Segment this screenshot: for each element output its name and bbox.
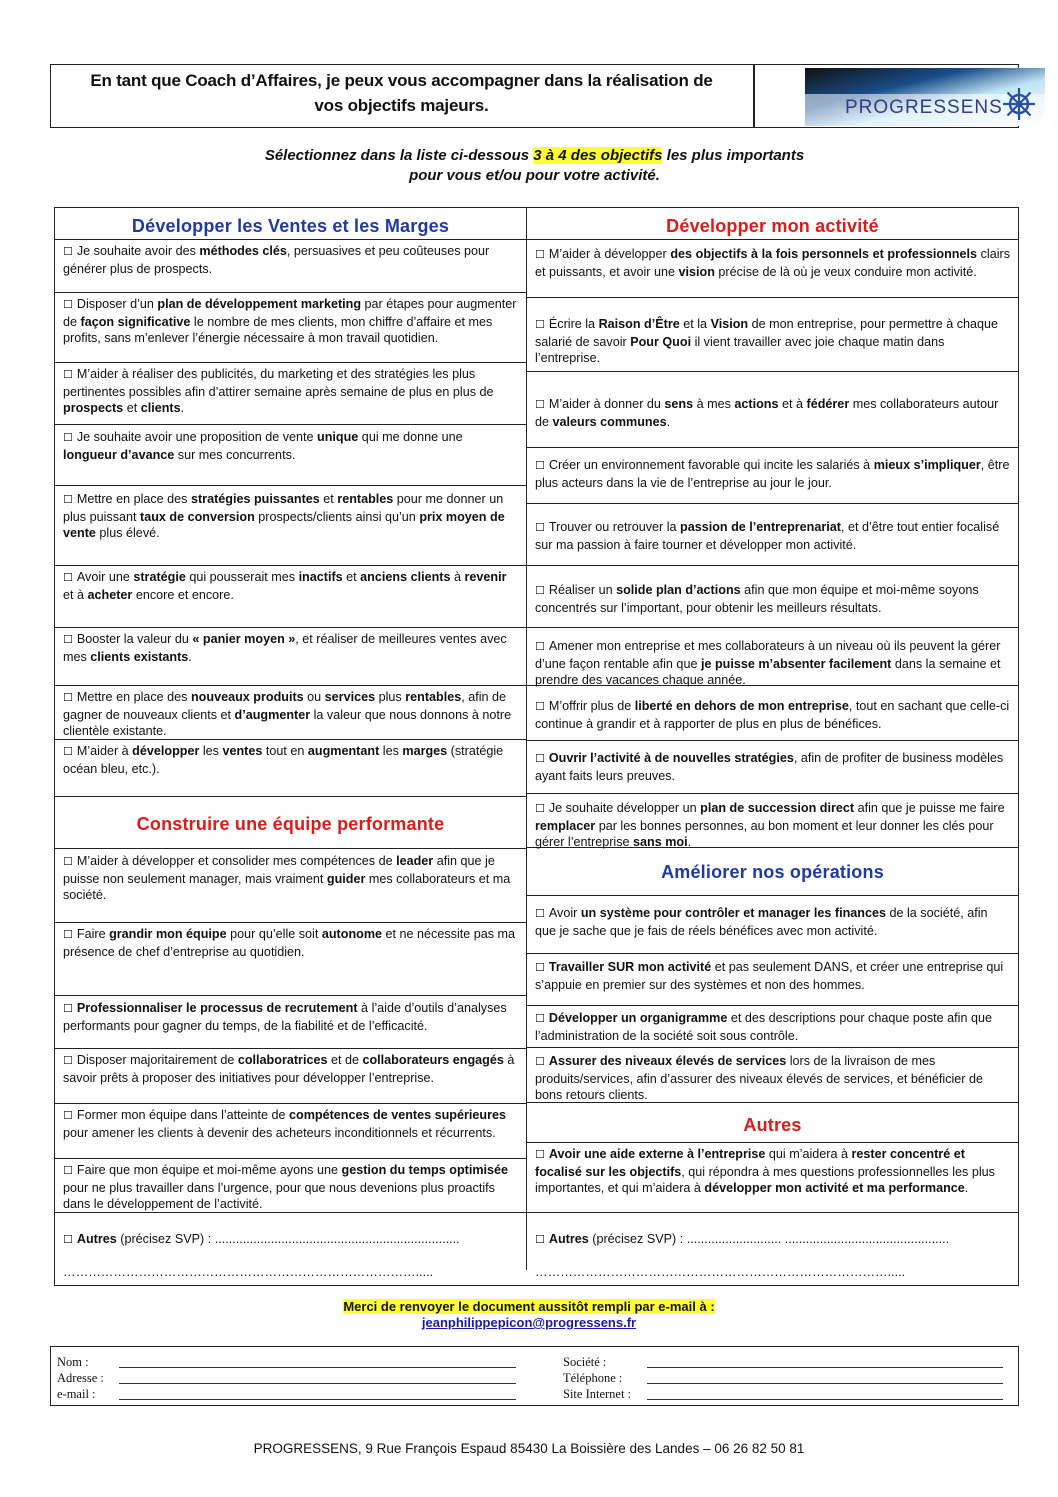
section-heading-activite: Développer mon activité: [666, 216, 879, 236]
checkbox-icon[interactable]: ☐: [535, 753, 545, 765]
objective-text: Avoir une aide externe à l’entreprise qui m’aidera à rester concentré et focalisé sur les objectifs, qui répondra à mes questions professionnelles les plus importantes, et qui m’aidera à développer mon activité et ma performance.: [535, 1147, 995, 1195]
row-divider: [55, 1103, 526, 1104]
checkbox-icon[interactable]: ☐: [63, 494, 73, 506]
checkbox-icon[interactable]: ☐: [63, 634, 73, 646]
right-objective-1[interactable]: [535, 246, 1010, 280]
row-divider: [55, 922, 526, 923]
checkbox-icon[interactable]: ☐: [63, 1055, 73, 1067]
right-objective-10[interactable]: [535, 800, 1010, 851]
checkbox-icon[interactable]: ☐: [535, 1013, 545, 1025]
objective-text: M’offrir plus de liberté en dehors de mon entreprise, tout en sachant que celle-ci continue à grandir et à rapporter de plus en plus de bénéfices.: [535, 699, 1010, 731]
ship-wheel-icon: [1001, 86, 1037, 122]
objective-text: M’aider à développer les ventes tout en augmentant les marges (stratégie océan bleu, etc.).: [63, 744, 504, 776]
right-objective-9[interactable]: [535, 750, 1010, 784]
objective-text: Amener mon entreprise et mes collaborateurs à un niveau où ils peuvent la gérer d’une façon rentable afin que je puisse m’absenter facilement dans la semaine et prendre des vacances chaque année.: [535, 639, 1001, 687]
objective-text: Avoir un système pour contrôler et manager les finances de la société, afin que je sache que je fais de réels bénéfices avec mon activité.: [535, 906, 988, 938]
right-objective-7[interactable]: [535, 638, 1010, 689]
label-nom: Nom :: [57, 1355, 89, 1369]
row-divider: [55, 424, 526, 425]
label-email: e-mail :: [57, 1387, 96, 1401]
left-objective-13[interactable]: [63, 1052, 518, 1086]
right-objective-8[interactable]: [535, 698, 1010, 732]
objective-text: Écrire la Raison d’Être et la Vision de mon entreprise, pour permettre à chaque salarié de savoir Pour Quoi il vient travailler avec joie chaque matin dans l’entreprise.: [535, 317, 999, 365]
field-nom[interactable]: [119, 1367, 516, 1368]
progressens-logo: [805, 68, 1045, 126]
right-objective-2[interactable]: [535, 316, 1010, 367]
field-site[interactable]: [647, 1399, 1003, 1400]
objective-text: Former mon équipe dans l’atteinte de compétences de ventes supérieures pour amener les clients à devenir des acheteurs inconditionnels et récurrents.: [63, 1108, 506, 1140]
autres-left-line[interactable]: ………………………………………………………………………….....: [63, 1265, 434, 1279]
checkbox-icon[interactable]: ☐: [535, 701, 545, 713]
checkbox-icon[interactable]: ☐: [535, 319, 545, 331]
left-objective-1[interactable]: [63, 243, 518, 277]
checkbox-icon[interactable]: ☐: [535, 1234, 545, 1246]
objective-text: Mettre en place des stratégies puissantes et rentables pour me donner un plus puissant taux de conversion prospects/clients ainsi qu’un prix moyen de vente plus élevé.: [63, 492, 505, 540]
left-objective-2[interactable]: [63, 296, 518, 347]
left-objective-9[interactable]: [63, 743, 518, 777]
row-divider: [55, 239, 526, 240]
row-divider: [527, 447, 1018, 448]
objective-text: Développer un organigramme et des descriptions pour chaque poste afin que l’administration de la société soit sous contrôle.: [535, 1011, 992, 1043]
left-objective-12[interactable]: [63, 1000, 518, 1034]
left-objective-10[interactable]: [63, 853, 518, 904]
checkbox-icon[interactable]: ☐: [63, 369, 73, 381]
objective-text: Créer un environnement favorable qui incite les salariés à mieux s’impliquer, être plus acteurs dans la vie de l’entreprise au jour le jour.: [535, 458, 1010, 490]
row-divider: [55, 362, 526, 363]
label-telephone: Téléphone :: [563, 1371, 623, 1385]
field-email[interactable]: [119, 1399, 516, 1400]
objective-text: M’aider à développer des objectifs à la fois personnels et professionnels clairs et puissants, et avoir une vision précise de là où je veux conduire mon activité.: [535, 247, 1011, 279]
instructions: Sélectionnez dans la liste ci-dessous 3 à 4 des objectifs les plus importants pour vous et/ou pour votre activité.: [264, 147, 805, 184]
objective-text: Disposer majoritairement de collaboratrices et de collaborateurs engagés à savoir prêts à proposer des initiatives pour développer l’entreprise.: [63, 1053, 515, 1085]
left-objective-5[interactable]: [63, 491, 518, 542]
left-objective-7[interactable]: [63, 631, 518, 665]
right-objective-15[interactable]: [535, 1146, 1010, 1197]
objective-text: Mettre en place des nouveaux produits ou services plus rentables, afin de gagner de nouveaux clients et d’augmenter la valeur que nous donnons à notre clientèle existante.: [63, 690, 512, 738]
objective-text: Faire grandir mon équipe pour qu’elle soit autonome et ne nécessite pas ma présence de chef d’entreprise au quotidien.: [63, 927, 516, 959]
objective-text: Je souhaite développer un plan de succession direct afin que je puisse me faire remplacer par les bonnes personnes, au bon moment et leur donner les clés pour gérer l’entreprise sans moi.: [535, 801, 1005, 849]
objective-text: M’aider à réaliser des publicités, du marketing et des stratégies les plus pertinentes possibles afin d’attirer semaine après semaine de plus en plus de prospects et clients.: [63, 367, 494, 415]
right-objective-11[interactable]: [535, 905, 1010, 939]
checkbox-icon[interactable]: ☐: [535, 1149, 545, 1161]
objectives-table: [54, 207, 1019, 1286]
right-objective-14[interactable]: [535, 1053, 1010, 1104]
objective-text: Booster la valeur du « panier moyen », et réaliser de meilleures ventes avec mes clients existants.: [63, 632, 507, 664]
header-title: En tant que Coach d’Affaires, je peux vous accompagner dans la réalisation de vos objectifs majeurs.: [90, 71, 713, 115]
right-objective-3[interactable]: [535, 396, 1010, 430]
objective-text: Ouvrir l’activité à de nouvelles stratégies, afin de profiter de business modèles ayant faits leurs preuves.: [535, 751, 1004, 783]
right-objective-6[interactable]: [535, 582, 1010, 616]
label-adresse: Adresse :: [57, 1371, 104, 1385]
checkbox-icon[interactable]: ☐: [535, 399, 545, 411]
field-adresse[interactable]: [119, 1383, 516, 1384]
row-divider: [527, 1142, 1018, 1143]
left-objective-4[interactable]: [63, 429, 518, 463]
left-objective-11[interactable]: [63, 926, 518, 960]
row-divider: [55, 1048, 526, 1049]
checkbox-icon[interactable]: ☐: [535, 1056, 545, 1068]
contact-email-link[interactable]: jeanphilippepicon@progressens.fr: [421, 1315, 637, 1330]
field-societe[interactable]: [647, 1367, 1003, 1368]
checkbox-icon[interactable]: ☐: [63, 246, 73, 258]
footer-address: PROGRESSENS, 9 Rue François Espaud 85430 La Boissière des Landes – 06 26 82 50 81: [253, 1441, 805, 1456]
checkbox-icon[interactable]: ☐: [535, 641, 545, 653]
contact-form: [50, 1346, 1019, 1406]
row-divider: [55, 565, 526, 566]
checkbox-icon[interactable]: ☐: [63, 1003, 73, 1015]
objective-text: Avoir une stratégie qui pousserait mes inactifs et anciens clients à revenir et à acheter encore et encore.: [63, 570, 507, 602]
checkbox-icon[interactable]: ☐: [63, 746, 73, 758]
objective-text: Professionnaliser le processus de recrutement à l’aide d’outils d’analyses performants pour gagner du temps, de la fiabilité et de l’efficacité.: [63, 1001, 507, 1033]
row-divider: [527, 895, 1018, 896]
objective-text: Faire que mon équipe et moi-même ayons une gestion du temps optimisée pour ne plus travailler dans l’urgence, pour que nous devenions plus proactifs dans le développement de l’activité.: [63, 1163, 509, 1211]
objective-text: Je souhaite avoir des méthodes clés, persuasives et peu coûteuses pour générer plus de prospects.: [63, 244, 490, 276]
autres-right-line[interactable]: ………………………………………………………………………….....: [535, 1265, 906, 1279]
row-divider: [527, 953, 1018, 954]
row-divider: [527, 371, 1018, 372]
label-societe: Société :: [563, 1355, 607, 1369]
objective-text: Disposer d’un plan de développement marketing par étapes pour augmenter de façon significative le nombre de mes clients, mon chiffre d’affaire et mes profits, sans m’enlever l’énergie nécessaire à mon travail quotidien.: [63, 297, 517, 345]
row-divider: [55, 685, 526, 686]
checkbox-icon[interactable]: ☐: [535, 962, 545, 974]
row-divider: [55, 485, 526, 486]
objective-text: Je souhaite avoir une proposition de vente unique qui me donne une longueur d’avance sur mes concurrents.: [63, 430, 463, 462]
checkbox-icon[interactable]: ☐: [63, 1110, 73, 1122]
objective-text: Réaliser un solide plan d’actions afin que mon équipe et moi-même soyons concentrés sur l’important, pour obtenir les meilleurs résultats.: [535, 583, 979, 615]
left-objective-8[interactable]: [63, 689, 518, 740]
checkbox-icon[interactable]: ☐: [63, 929, 73, 941]
checkbox-icon[interactable]: ☐: [63, 572, 73, 584]
row-divider: [55, 796, 526, 797]
return-instruction: Merci de renvoyer le document aussitôt rempli par e-mail à :: [343, 1299, 715, 1314]
field-telephone[interactable]: [647, 1383, 1003, 1384]
checkbox-icon[interactable]: ☐: [63, 299, 73, 311]
checkbox-icon[interactable]: ☐: [63, 1234, 73, 1246]
autres-left[interactable]: ☐ Autres (précisez SVP) : ......................................................................: [63, 1232, 460, 1246]
row-divider: [55, 1158, 526, 1159]
header-box: [50, 64, 1019, 128]
row-divider: [55, 627, 526, 628]
row-divider: [527, 297, 1018, 298]
objective-text: Assurer des niveaux élevés de services lors de la livraison de mes produits/services, afin d’assurer des niveaux élevés de services, et bénéficier de bons retours clients.: [535, 1054, 984, 1102]
row-divider: [527, 740, 1018, 741]
header-divider: [753, 65, 755, 127]
section-heading-equipe: Construire une équipe performante: [136, 814, 445, 834]
right-objective-4[interactable]: [535, 457, 1010, 491]
logo-text: PROGRESSENS: [845, 97, 1003, 118]
checkbox-icon[interactable]: ☐: [63, 432, 73, 444]
checkbox-icon[interactable]: ☐: [535, 249, 545, 261]
checkbox-icon[interactable]: ☐: [63, 1165, 73, 1177]
row-divider: [527, 503, 1018, 504]
objective-text: M’aider à développer et consolider mes compétences de leader afin que je puisse non seulement manager, mais vraiment guider mes collaborateurs et ma société.: [63, 854, 511, 902]
left-objective-3[interactable]: [63, 366, 518, 417]
left-objective-15[interactable]: [63, 1162, 518, 1213]
row-divider: [55, 292, 526, 293]
row-divider: [527, 1212, 1018, 1213]
section-heading-ventes: Développer les Ventes et les Marges: [131, 216, 450, 236]
row-divider: [527, 565, 1018, 566]
row-divider: [527, 239, 1018, 240]
highlighted-count: 3 à 4 des objectifs: [533, 147, 663, 164]
objective-text: M’aider à donner du sens à mes actions et à fédérer mes collaborateurs autour de valeurs communes.: [535, 397, 999, 429]
left-objective-6[interactable]: [63, 569, 518, 603]
checkbox-icon[interactable]: ☐: [535, 803, 545, 815]
label-site: Site Internet :: [563, 1387, 632, 1401]
row-divider: [527, 1005, 1018, 1006]
checkbox-icon[interactable]: ☐: [535, 908, 545, 920]
row-divider: [55, 995, 526, 996]
right-objective-12[interactable]: [535, 959, 1010, 993]
checkbox-icon[interactable]: ☐: [63, 856, 73, 868]
checkbox-icon[interactable]: ☐: [535, 460, 545, 472]
checkbox-icon[interactable]: ☐: [63, 692, 73, 704]
checkbox-icon[interactable]: ☐: [535, 585, 545, 597]
objective-text: Trouver ou retrouver la passion de l’entreprenariat, et d’être tout entier focalisé sur ma passion à faire tourner et développer mon activité.: [535, 520, 1000, 552]
right-objective-13[interactable]: [535, 1010, 1010, 1044]
row-divider: [527, 627, 1018, 628]
row-divider: [527, 793, 1018, 794]
autres-right[interactable]: ☐ Autres (précisez SVP) : ........................... ...............................................: [535, 1232, 950, 1246]
right-objective-5[interactable]: [535, 519, 1010, 553]
row-divider: [55, 848, 526, 849]
objective-text: Travailler SUR mon activité et pas seulement DANS, et créer une entreprise qui s’appuie en premier sur des systèmes et non des hommes.: [535, 960, 1004, 992]
row-divider: [527, 1047, 1018, 1048]
column-divider: [526, 208, 527, 1270]
checkbox-icon[interactable]: ☐: [535, 522, 545, 534]
left-objective-14[interactable]: [63, 1107, 518, 1141]
section-heading-autres: Autres: [743, 1115, 802, 1135]
section-heading-operations: Améliorer nos opérations: [661, 862, 884, 882]
